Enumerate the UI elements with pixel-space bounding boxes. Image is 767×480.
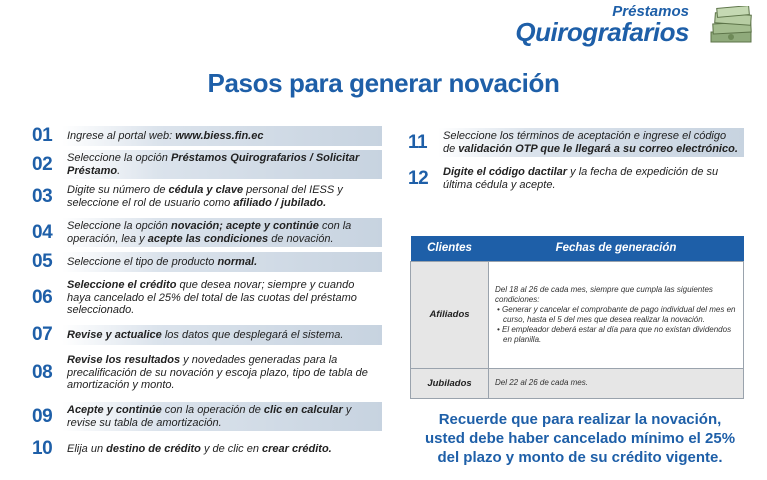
step-text-run: Seleccione la opción <box>67 152 171 164</box>
step-text-run: de novación. <box>268 232 334 245</box>
step-04 <box>32 218 382 247</box>
step-text-bold: validación OTP que le llegará a su correo electrónico. <box>458 142 738 155</box>
step-text-run: y de clic en <box>200 442 263 455</box>
step-text-run: y la fecha de expedición de su última cédula y acepte. <box>443 166 719 191</box>
step-text-run: y novedades generadas para la precalificación de su novación y escoja plazo, tipo de tabla de amortización y monto. <box>67 354 368 392</box>
step-text-bold: acepte las condiciones <box>147 232 269 245</box>
step-text-bold: Préstamos Quirografarios / Solicitar Préstamo <box>67 152 360 177</box>
step-text <box>62 325 382 345</box>
step-01 <box>32 126 382 146</box>
jubilados-label: Jubilados <box>411 368 489 398</box>
condition-item: • Generar y cancelar el comprobante de pago individual del mes en curso, hasta el 5 del mes que desea realizar la novación. <box>497 304 736 324</box>
step-text <box>62 126 382 146</box>
step-number: 03 <box>32 185 53 207</box>
step-text <box>62 218 382 247</box>
step-06 <box>32 277 382 319</box>
step-text-content <box>67 404 377 429</box>
step-02 <box>32 150 382 179</box>
reminder-line-3: del plazo y monto de su crédito vigente. <box>437 449 723 466</box>
step-number: 02 <box>32 153 53 175</box>
step-text-bold: cédula y clave <box>168 184 244 196</box>
step-text-run: los datos que desplegará el sistema. <box>161 328 344 341</box>
step-text-run: con la operación de <box>161 404 264 416</box>
step-10 <box>32 439 382 459</box>
step-number: 08 <box>32 362 53 383</box>
step-number: 10 <box>32 438 53 459</box>
step-text-bold: Acepte y continúe <box>67 404 162 416</box>
table-row-jubilados <box>411 368 744 398</box>
step-text-bold: Revise los resultados <box>67 354 181 367</box>
step-text-run: Elija un <box>67 442 107 455</box>
step-text-run: con la operación, lea y <box>67 220 352 245</box>
step-text-run: . <box>117 164 121 177</box>
step-number: 01 <box>32 125 53 146</box>
afiliados-description <box>489 261 744 368</box>
step-text-run: y revise su tabla de amortización. <box>67 404 352 429</box>
afiliados-conditions <box>495 305 737 345</box>
table-row-afiliados <box>411 261 744 368</box>
step-12 <box>408 164 744 193</box>
afiliados-label: Afiliados <box>411 261 489 368</box>
condition-item: • El empleador deberá estar al día para que no existan dividendos en planilla. <box>497 324 732 344</box>
step-07 <box>32 325 382 345</box>
step-text-content <box>67 130 263 143</box>
step-text-content <box>67 220 377 245</box>
step-number: 06 <box>32 287 53 308</box>
step-text <box>62 150 382 179</box>
step-text-run: Seleccione el tipo de producto <box>67 255 218 268</box>
step-text-run: Seleccione la opción <box>67 220 171 232</box>
step-text-content <box>67 256 257 269</box>
step-text-content <box>67 152 377 177</box>
step-text-content <box>67 354 377 392</box>
step-text-bold: normal. <box>217 255 258 268</box>
step-number: 09 <box>32 405 53 427</box>
step-text-bold: Revise y actualice <box>67 328 162 341</box>
step-text-content <box>443 166 739 191</box>
step-08 <box>32 352 382 394</box>
step-text <box>62 277 382 319</box>
step-text <box>62 182 382 211</box>
brand-title <box>515 4 689 45</box>
step-05 <box>32 252 382 272</box>
step-text-run: que desea novar; siempre y cuando haya cancelado el 25% del total de las cuotas del préstamo seleccionado. <box>67 279 357 317</box>
header-fechas: Fechas de generación <box>489 236 744 261</box>
step-text-bold: crear crédito. <box>262 442 332 455</box>
step-text-content <box>443 130 739 155</box>
afiliados-intro: Del 18 al 26 de cada mes, siempre que cumpla las siguientes condiciones: <box>495 284 713 304</box>
step-text-bold: clic en calcular <box>263 404 343 416</box>
step-text-content <box>67 279 377 317</box>
brand-line-2: Quirografarios <box>515 17 689 47</box>
step-number: 04 <box>32 221 53 243</box>
jubilados-description: Del 22 al 26 de cada mes. <box>489 368 744 398</box>
step-number: 12 <box>408 167 429 189</box>
step-text <box>438 164 744 193</box>
header-clientes: Clientes <box>411 236 489 261</box>
step-text-content <box>67 443 332 456</box>
reminder-line-1: Recuerde que para realizar la novación, <box>438 411 722 428</box>
reminder-note <box>400 410 760 467</box>
step-text-bold: Digite el código dactilar <box>443 166 568 178</box>
step-text-bold: Seleccione el crédito <box>67 279 177 292</box>
step-text-bold: destino de crédito <box>106 442 201 455</box>
step-text-bold: novación; acepte y continúe <box>170 220 319 232</box>
generation-dates-table <box>410 236 744 399</box>
step-03 <box>32 182 382 211</box>
step-text-run: Digite su número de <box>67 184 169 196</box>
step-text-bold: afiliado / jubilado. <box>233 196 327 209</box>
step-number: 07 <box>32 324 53 345</box>
reminder-line-2: usted debe haber cancelado mínimo el 25% <box>424 430 736 447</box>
step-text <box>62 252 382 272</box>
step-number: 11 <box>408 131 428 153</box>
step-text-bold: www.biess.fin.ec <box>175 129 264 142</box>
step-09 <box>32 402 382 431</box>
brand-line-1: Préstamos <box>612 3 689 20</box>
step-text-content <box>67 184 377 209</box>
step-text-content <box>67 329 343 342</box>
table-header-row <box>411 236 744 261</box>
step-text-run: Seleccione los términos de aceptación e ingrese el código de <box>443 130 727 155</box>
step-11 <box>408 128 744 157</box>
page-title: Pasos para generar novación <box>207 68 560 98</box>
step-number: 05 <box>32 251 53 272</box>
money-stack-icon <box>707 6 755 46</box>
step-text <box>438 128 744 157</box>
step-text <box>62 402 382 431</box>
step-text <box>62 439 382 459</box>
step-text <box>62 352 382 394</box>
step-text-run: Ingrese al portal web: <box>67 129 176 142</box>
step-text-run: personal del IESS y seleccione el rol de usuario como <box>67 184 343 209</box>
